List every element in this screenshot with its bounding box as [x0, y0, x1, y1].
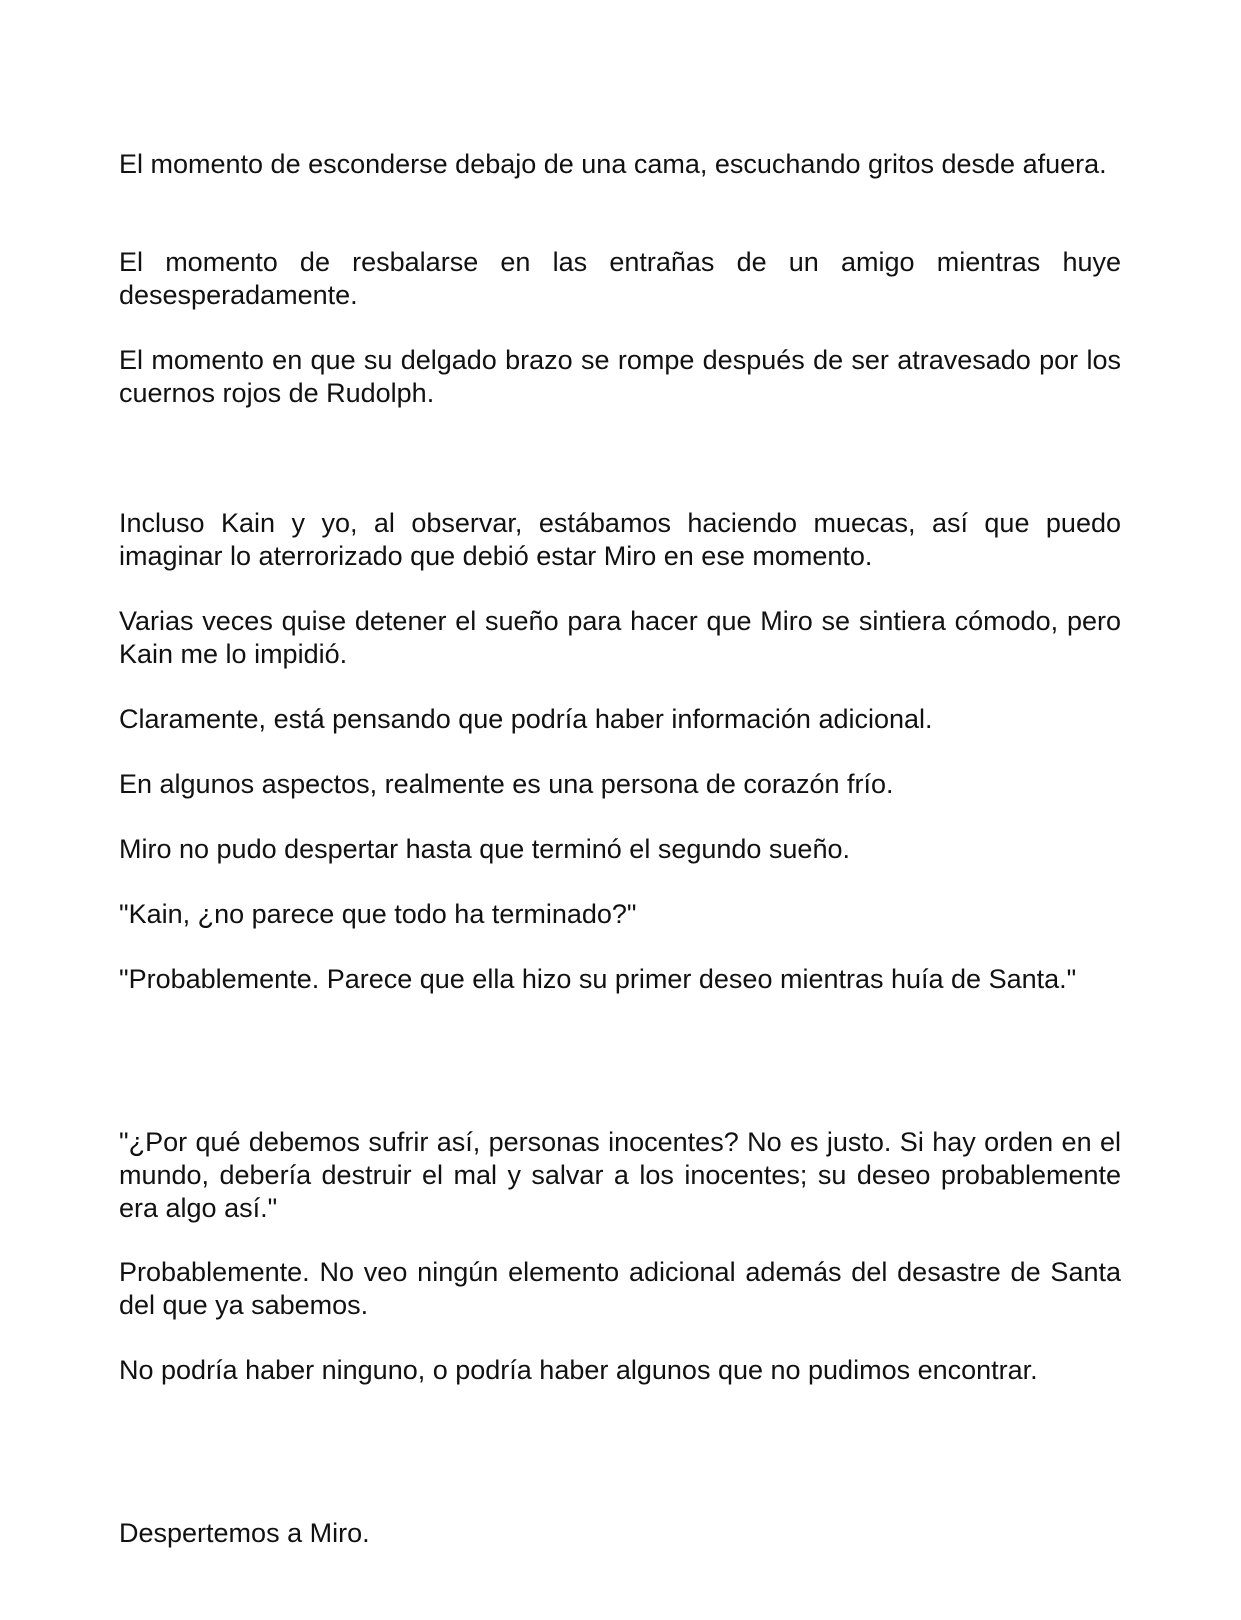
paragraph-13: No podría haber ninguno, o podría haber algunos que no pudimos encontrar.	[119, 1355, 1038, 1385]
paragraph-10: "Probablemente. Parece que ella hizo su primer deseo mientras huía de Santa."	[119, 964, 1077, 994]
paragraph-6: Claramente, está pensando que podría haber información adicional.	[119, 704, 933, 734]
paragraph-1: El momento de esconderse debajo de una cama, escuchando gritos desde afuera.	[119, 149, 1107, 179]
paragraph-4: Incluso Kain y yo, al observar, estábamos haciendo muecas, así que puedo imaginar lo aterrorizado que debió estar Miro en ese momento.	[119, 508, 1121, 571]
paragraph-14: Despertemos a Miro.	[119, 1518, 370, 1548]
paragraph-12: Probablemente. No veo ningún elemento adicional además del desastre de Santa del que ya sabemos.	[119, 1257, 1121, 1320]
paragraph-11: "¿Por qué debemos sufrir así, personas inocentes? No es justo. Si hay orden en el mundo, debería destruir el mal y salvar a los inocentes; su deseo probablemente era algo así."	[119, 1127, 1121, 1223]
paragraph-5: Varias veces quise detener el sueño para hacer que Miro se sintiera cómodo, pero Kain me lo impidió.	[119, 606, 1121, 669]
paragraph-7: En algunos aspectos, realmente es una persona de corazón frío.	[119, 769, 894, 799]
paragraph-9: "Kain, ¿no parece que todo ha terminado?"	[119, 899, 637, 929]
paragraph-2: El momento de resbalarse en las entrañas de un amigo mientras huye desesperadamente.	[119, 247, 1121, 310]
paragraph-3: El momento en que su delgado brazo se rompe después de ser atravesado por los cuernos rojos de Rudolph.	[119, 345, 1121, 408]
paragraph-8: Miro no pudo despertar hasta que terminó el segundo sueño.	[119, 834, 850, 864]
